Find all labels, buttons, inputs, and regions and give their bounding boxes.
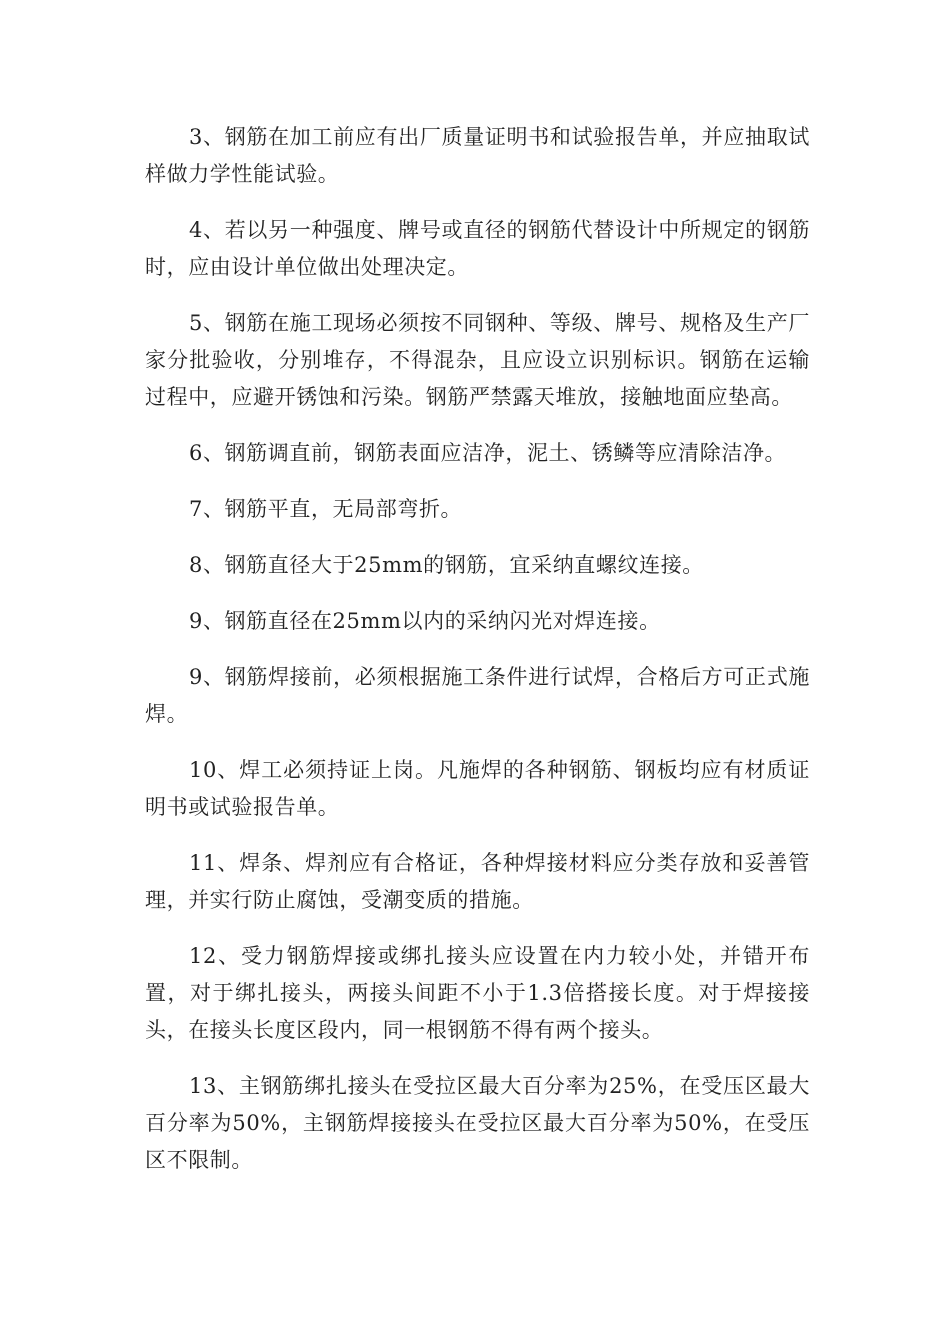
paragraph-12: 12、受力钢筋焊接或绑扎接头应设置在内力较小处，并错开布置，对于绑扎接头，两接头间距不小于1.3倍搭接长度。对于焊接接头，在接头长度区段内，同一根钢筋不得有两个接头。 (145, 944, 810, 1042)
paragraph-9a: 9、钢筋直径在25mm以内的采纳闪光对焊连接。 (189, 609, 661, 633)
paragraph-7: 7、钢筋平直，无局部弯折。 (189, 497, 463, 521)
paragraph-6: 6、钢筋调直前，钢筋表面应洁净，泥土、锈鳞等应清除洁净。 (189, 441, 787, 465)
paragraph-9b: 9、钢筋焊接前，必须根据施工条件进行试焊，合格后方可正式施焊。 (145, 665, 810, 726)
paragraph-11: 11、焊条、焊剂应有合格证，各种焊接材料应分类存放和妥善管理，并实行防止腐蚀，受潮变质的措施。 (145, 851, 810, 912)
paragraph-3: 3、钢筋在加工前应有出厂质量证明书和试验报告单，并应抽取试样做力学性能试验。 (145, 125, 810, 186)
paragraph-13: 13、主钢筋绑扎接头在受拉区最大百分率为25%，在受压区最大百分率为50%，主钢筋焊接接头在受拉区最大百分率为50%，在受压区不限制。 (145, 1074, 810, 1172)
paragraph-8: 8、钢筋直径大于25mm的钢筋，宜采纳直螺纹连接。 (189, 553, 704, 577)
paragraph-10: 10、焊工必须持证上岗。凡施焊的各种钢筋、钢板均应有材质证明书或试验报告单。 (145, 758, 810, 819)
paragraph-5: 5、钢筋在施工现场必须按不同钢种、等级、牌号、规格及生产厂家分批验收，分别堆存，不得混杂，且应设立识别标识。钢筋在运输过程中，应避开锈蚀和污染。钢筋严禁露天堆放，接触地面应垫高。 (145, 311, 810, 409)
document-body (145, 119, 810, 1198)
paragraph-4: 4、若以另一种强度、牌号或直径的钢筋代替设计中所规定的钢筋时，应由设计单位做出处理决定。 (145, 218, 810, 279)
